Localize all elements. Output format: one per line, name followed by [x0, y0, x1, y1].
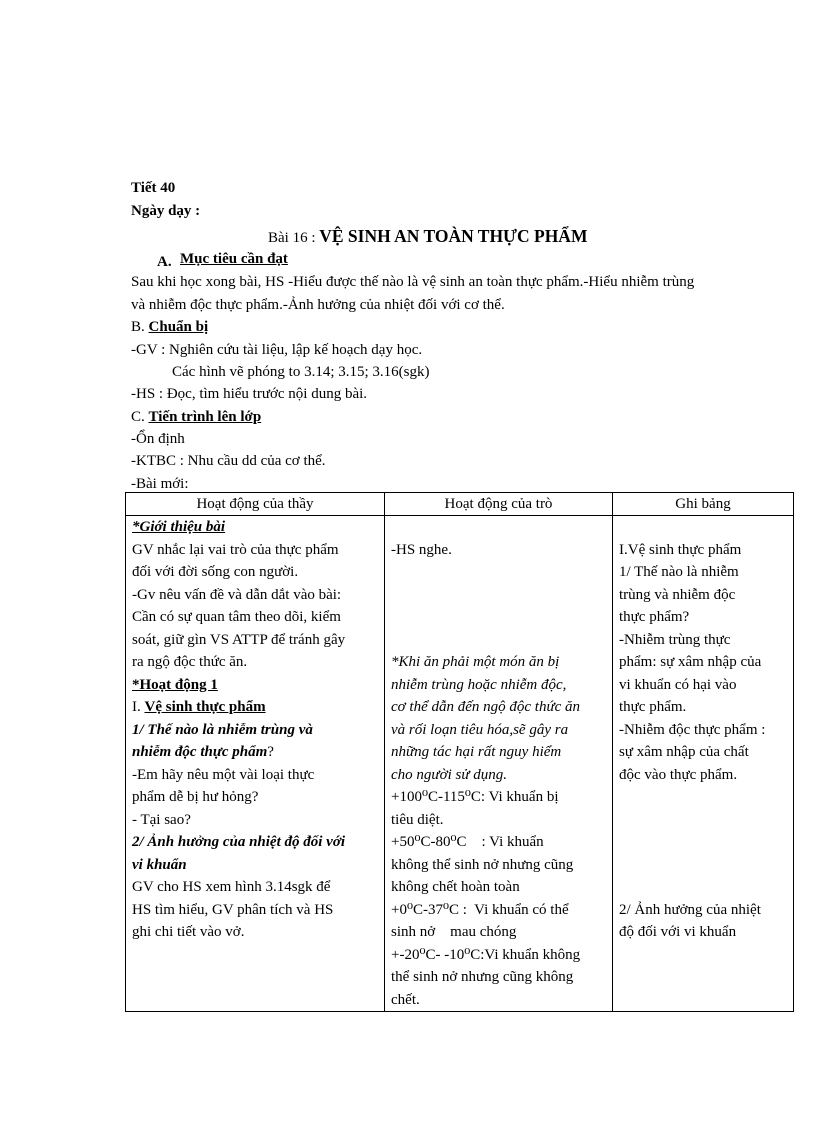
page-title	[268, 226, 587, 247]
objectives-line-1: Sau khi học xong bài, HS -Hiểu được thế nào là vệ sinh an toàn thực phẩm.-Hiểu nhiễm trùng	[131, 274, 695, 290]
intro-line: Cần có sự quan tâm theo dõi, kiểm	[132, 609, 341, 625]
gv-line: HS tìm hiểu, GV phân tích và HS	[132, 901, 334, 918]
procedure-step-3: -Bài mới:	[131, 476, 189, 492]
ask-line: -Em hãy nêu một vài loại thực	[132, 766, 315, 783]
board-line: thực phẩm.	[619, 699, 687, 715]
temp-range-1: +100⁰C-115⁰C: Vi khuẩn bị	[391, 789, 559, 805]
preparation-student: -HS : Đọc, tìm hiểu trước nội dung bài.	[131, 386, 368, 402]
temp-range-1-cont: tiêu diệt.	[391, 811, 444, 828]
lesson-number: Tiết 40	[131, 180, 176, 196]
board-line: thực phẩm?	[619, 609, 690, 625]
procedure-marker: C.	[131, 409, 145, 425]
temp-range-2: +50⁰C-80⁰C : Vi khuẩn	[391, 834, 544, 850]
teacher-column	[126, 516, 385, 1012]
temp-range-4: +-20⁰C- -10⁰C:Vi khuẩn không	[391, 946, 581, 963]
section-title-row	[132, 696, 384, 719]
gv-line: GV cho HS xem hình 3.14sgk để	[132, 879, 331, 895]
temp-range-4-cont: chết.	[391, 991, 420, 1008]
board-column	[613, 516, 794, 1012]
activity-heading: *Hoạt động 1	[132, 676, 218, 693]
procedure-heading: Tiến trình lên lớp	[148, 409, 262, 425]
board-line: phẩm: sự xâm nhập của	[619, 654, 762, 670]
student-note: nhiễm trùng hoặc nhiễm độc,	[391, 676, 567, 693]
intro-line: ra ngộ độc thức ăn.	[132, 654, 248, 670]
procedure-step-1: -Ổn định	[131, 431, 185, 447]
header-student: Hoạt động của trò	[385, 493, 613, 516]
student-column	[385, 516, 613, 1012]
board-line: -Nhiễm độc thực phẩm :	[619, 721, 766, 738]
procedure-step-2: -KTBC : Nhu cầu dd của cơ thể.	[131, 453, 326, 469]
preparation-heading: Chuẩn bị	[148, 319, 209, 335]
board-line: 1/ Thế nào là nhiễm	[619, 564, 739, 580]
preparation-marker: B.	[131, 319, 145, 335]
student-note: những tác hại rất nguy hiểm	[391, 744, 562, 760]
title-main: VỆ SINH AN TOÀN THỰC PHẨM	[319, 226, 588, 246]
ask-line: phẩm dễ bị hư hỏng?	[132, 789, 259, 805]
preparation-teacher: -GV : Nghiên cứu tài liệu, lập kế hoạch dạy học.	[131, 342, 423, 358]
board-line: vi khuẩn có hại vào	[619, 676, 737, 693]
preparation-images: Các hình vẽ phóng to 3.14; 3.15; 3.16(sgk)	[172, 364, 430, 380]
student-note: cho người sử dụng.	[391, 766, 508, 783]
student-listen: -HS nghe.	[391, 541, 452, 558]
header-board: Ghi bảng	[613, 493, 794, 516]
question-2: 2/ Ảnh hưởng của nhiệt độ đối với	[132, 834, 346, 850]
question-1-italic: nhiễm độc thực phẩm	[132, 744, 268, 760]
preparation-heading-row	[131, 319, 208, 336]
date-label: Ngày dạy :	[131, 203, 201, 219]
student-note: cơ thể dẫn đến ngộ độc thức ăn	[391, 699, 581, 715]
objectives-marker: A.	[157, 254, 172, 270]
board-line: trùng và nhiễm độc	[619, 586, 736, 603]
board-line: 2/ Ảnh hưởng của nhiệt	[619, 901, 761, 918]
temp-range-2-cont: không chết hoàn toàn	[391, 879, 520, 895]
question-1-cont	[132, 741, 384, 764]
section-prefix: I.	[132, 699, 145, 715]
section-title: Vệ sinh thực phẩm	[144, 699, 266, 715]
ask-line: - Tại sao?	[132, 811, 191, 828]
question-2-cont: vi khuẩn	[132, 856, 187, 873]
header-teacher: Hoạt động của thầy	[126, 493, 385, 516]
student-note: *Khi ăn phải một món ăn bị	[391, 654, 560, 670]
temp-range-3-cont: sinh nở mau chóng	[391, 924, 517, 940]
student-note: và rối loạn tiêu hóa,sẽ gây ra	[391, 721, 569, 738]
question-1-mark: ?	[267, 744, 274, 760]
board-line: độ đối với vi khuẩn	[619, 924, 737, 940]
question-1: 1/ Thế nào là nhiễm trùng và	[132, 721, 313, 738]
intro-heading: *Giới thiệu bài	[132, 519, 226, 535]
title-prefix: Bài 16 :	[268, 230, 320, 246]
intro-line: -Gv nêu vấn đề và dẫn dắt vào bài:	[132, 586, 342, 603]
temp-range-2-cont: không thể sinh nở nhưng cũng	[391, 856, 574, 873]
temp-range-3: +0⁰C-37⁰C : Vi khuẩn có thể	[391, 901, 569, 918]
gv-line: ghi chi tiết vào vở.	[132, 924, 245, 940]
temp-range-4-cont: thể sinh nở nhưng cũng không	[391, 969, 574, 985]
intro-line: soát, giữ gìn VS ATTP để tránh gây	[132, 631, 346, 648]
board-line: sự xâm nhập của chất	[619, 744, 749, 760]
intro-line: đối với đời sống con người.	[132, 564, 299, 580]
board-line: độc vào thực phẩm.	[619, 766, 738, 783]
board-line: -Nhiễm trùng thực	[619, 631, 731, 648]
board-line: I.Vệ sinh thực phẩm	[619, 541, 742, 558]
table-body-row	[126, 516, 794, 1012]
intro-line: GV nhắc lại vai trò của thực phẩm	[132, 541, 339, 558]
objectives-line-2: và nhiễm độc thực phẩm.-Ảnh hưởng của nhiệt đối với cơ thể.	[131, 297, 505, 313]
procedure-heading-row	[131, 409, 261, 426]
objectives-heading: Mục tiêu cần đạt	[180, 251, 288, 267]
table-header-row	[126, 493, 794, 516]
lesson-table	[125, 492, 794, 1012]
